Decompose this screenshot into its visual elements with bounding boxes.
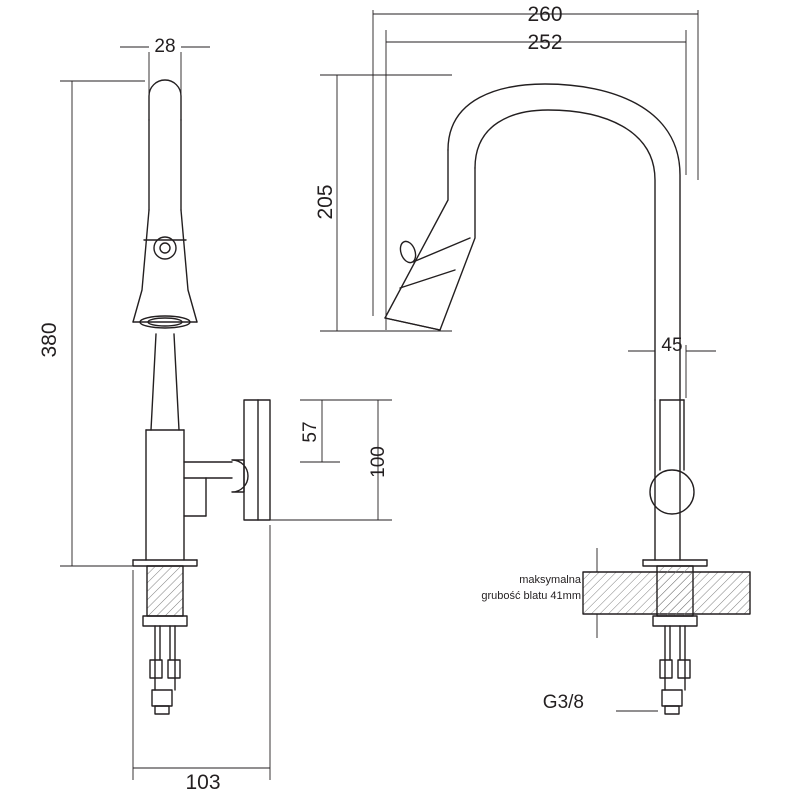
dim-label-front-total-height: 380 — [38, 322, 61, 358]
dim-label-front-spout-width: 28 — [154, 36, 176, 57]
dim-side-max-reach — [373, 10, 698, 316]
side-view-faucet — [385, 84, 750, 714]
dim-label-front-handle-height: 100 — [368, 446, 389, 478]
dim-label-side-reach: 252 — [527, 31, 563, 54]
dim-label-front-handle-offset: 57 — [300, 421, 321, 443]
note-counter-thickness-line2: grubość blatu 41mm — [481, 590, 581, 602]
dim-label-thread: G3/8 — [542, 692, 584, 713]
note-counter-thickness-line1: maksymalna — [519, 574, 581, 586]
dim-label-front-base-width: 103 — [185, 771, 221, 794]
dim-label-side-max-reach: 260 — [527, 3, 563, 26]
dim-front-base-width — [133, 525, 270, 780]
dim-front-total-height — [60, 81, 145, 566]
dim-label-side-handle-width: 45 — [661, 335, 683, 356]
front-view-faucet — [133, 80, 270, 714]
dim-label-side-height: 205 — [314, 184, 337, 220]
